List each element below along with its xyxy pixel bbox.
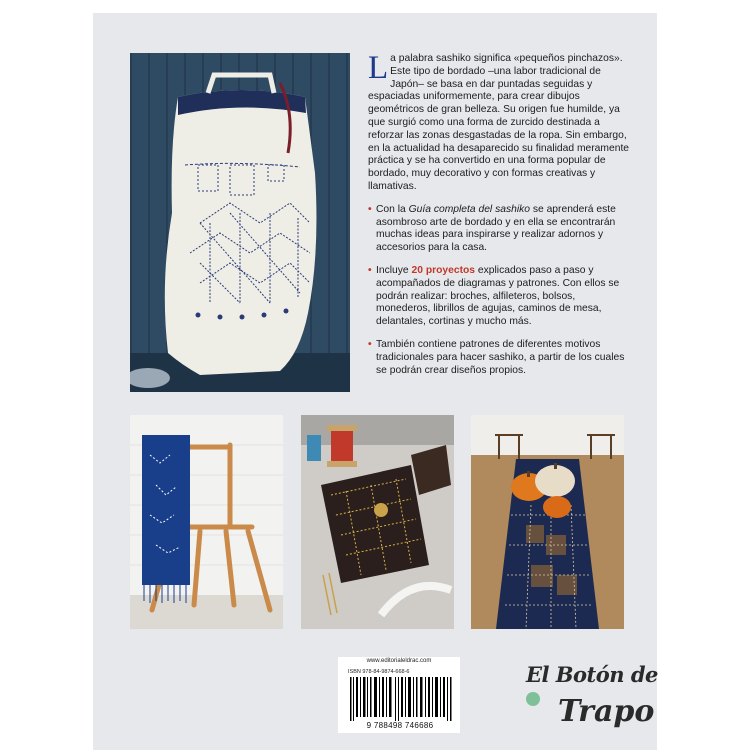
book-title-italic: Guía completa del sashiko xyxy=(408,203,530,215)
bullet-dot-icon: • xyxy=(368,203,372,215)
photo-sashiko-bag xyxy=(130,53,350,392)
table-runner-illustration xyxy=(471,415,624,629)
bullet-item-projects xyxy=(368,265,630,329)
button-logo-icon xyxy=(526,692,540,706)
bullet-item-guide xyxy=(368,204,630,255)
barcode-bars-icon xyxy=(348,677,452,721)
sashiko-bag-illustration xyxy=(130,53,350,392)
bullet-item-patterns xyxy=(368,339,630,377)
photo-chair-scarf xyxy=(130,415,283,629)
photo-needle-case xyxy=(301,415,454,629)
logo-text-line2: Trapo xyxy=(558,694,655,729)
intro-paragraph xyxy=(368,50,630,194)
bullet-text: Incluye xyxy=(376,264,412,276)
bullet-dot-icon: • xyxy=(368,264,372,276)
bullet-text: También contiene patrones de diferentes motivos tradicionales para hacer sashiko, a partir de los cuales se podrán crear diseños propios. xyxy=(376,338,625,376)
bullet-text: se aprenderá este asombroso arte de bordado y en ella se encontrarán muchas ideas para inspirarse y realizar adornos y accesorios para la casa. xyxy=(376,203,616,254)
chair-scarf-illustration xyxy=(130,415,283,629)
isbn-text: ISBN 978-84-9874-668-6 xyxy=(348,669,410,675)
bullet-text: Con la xyxy=(376,203,409,215)
drop-cap: L xyxy=(368,50,389,86)
publisher-url: www.editorialeldrac.com xyxy=(366,658,432,664)
bullet-dot-icon: • xyxy=(368,338,372,350)
description-column xyxy=(368,50,630,377)
projects-highlight: 20 proyectos xyxy=(411,264,476,276)
barcode-number: 9 788498 746686 xyxy=(366,721,434,730)
shop-logo xyxy=(520,656,670,742)
barcode-block xyxy=(338,657,460,733)
needle-case-illustration xyxy=(301,415,454,629)
bullet-text: explicados paso a paso y acompañados de diagramas y patrones. Con ellos se podrán realizar: broches, alfileteros, bolsos, monederos, librillos de agujas, caminos de mesa, delantales, cortinas y mucho más. xyxy=(376,264,620,328)
logo-text-line1: El Botón de xyxy=(526,662,658,687)
photo-table-runner xyxy=(471,415,624,629)
intro-text: a palabra sashiko significa «pequeños pinchazos». Este tipo de bordado –una labor tradicional de Japón– se basa en dar puntadas seguidas y espaciadas uniformemente, para crear dibujos geométricos de gran belleza. Su origen fue humilde, ya que surgió como una forma de zurcido destinada a reforzar las zonas desgastadas de la ropa. Sin embargo, en la actualidad ha desaparecido su finalidad meramente práctica y se ha convertido en una forma popular de bordado, muy decorativo y con formas creativas y llamativas. xyxy=(368,53,630,192)
